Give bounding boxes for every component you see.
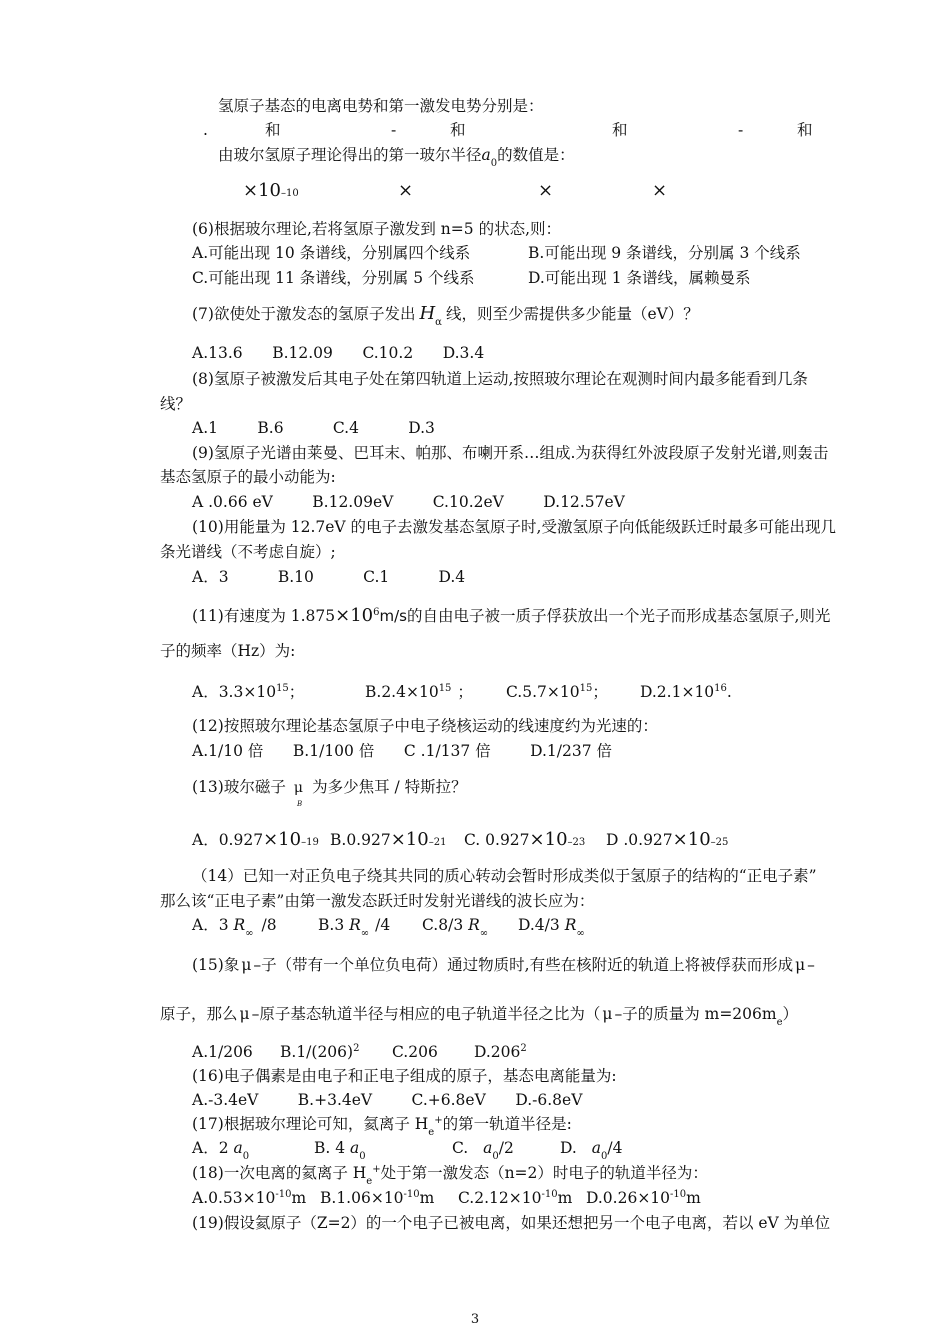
q6-option-c: C.可能出现 11 条谱线，分别属 5 个线系 — [192, 269, 475, 287]
q7-options: A.13.6 B.12.09 C.10.2 D.3.4 — [192, 344, 485, 362]
q11-option-d: $D.2.1\times 10^{16}$. — [640, 683, 732, 701]
q18-option-a: $A.0.53\times 10^{-10}m$ — [192, 1189, 307, 1207]
q11-option-c: $C.5.7\times 10^{15}$； — [506, 683, 608, 701]
q7-stem: (7)欲使处于激发态的氢原子发出 $H_\alpha$ 线，则至少需提供多少能量（eV）？ — [192, 303, 699, 328]
q11-stem: (11)有速度为 $1.875\times 10^6m/s$的自由电子被一质子俘获放出一个光子而形成基态氢原子,则光 — [192, 605, 831, 626]
q5-times-b: × — [398, 180, 414, 201]
q15-option-b: $B.1/(206)^2$ — [280, 1043, 360, 1061]
q16-options: A.-3.4eV B.+3.4eV C.+6.8eV D.-6.8eV — [192, 1091, 583, 1109]
q5-opt-dot: . — [203, 121, 208, 139]
q5-opt-he-3: 和 — [612, 121, 628, 139]
q5-opt-dash-2: - — [738, 121, 744, 139]
q8-stem-cont: 线？ — [160, 395, 192, 413]
q11-option-a: A．$3.3\times 10^{15}$； — [192, 683, 305, 701]
q13-stem: (13)玻尔磁子 $\mu_B$为多少焦耳 / 特斯拉？ — [192, 778, 467, 808]
page-number: 3 — [470, 1312, 480, 1327]
q17-option-d: D. $a_0/4$ — [560, 1139, 623, 1162]
q18-option-d: $D.0.26\times 10^{-10}m$ — [586, 1189, 701, 1207]
q17-option-a: A．2 $a_0$ — [192, 1139, 250, 1162]
q14-stem-cont: 那么该“正电子素”由第一激发态跃迁时发射光谱线的波长应为： — [160, 892, 595, 910]
q13-option-a: A．0.927×10–19 — [192, 829, 319, 850]
q14-option-c: C.8/3 $R_\infty$ — [422, 916, 489, 939]
q13-option-d: D .0.927×10–25 — [606, 829, 729, 850]
q14-stem: （14）已知一对正负电子绕其共同的质心转动会暂时形成类似于氢原子的结构的“正电子素” — [192, 867, 817, 885]
q5-stem: 氢原子基态的电离电势和第一激发电势分别是： — [218, 97, 544, 115]
q11-option-b: $B.2.4\times 10^{15}$ ； — [365, 683, 473, 701]
q19-stem: (19)假设氦原子（Z=2）的一个电子已被电离，如果还想把另一个电子电离，若以 eV 为单位 — [192, 1214, 831, 1232]
q15-option-a: A.1/206 — [192, 1043, 253, 1061]
q18-option-c: $C.2.12\times 10^{-10}m$ — [458, 1189, 573, 1207]
q6-option-d: D.可能出现 1 条谱线，属赖曼系 — [528, 269, 751, 287]
q8-stem: (8)氢原子被激发后其电子处在第四轨道上运动,按照玻尔理论在观测时间内最多能看到几条 — [192, 370, 808, 388]
q9-stem: (9)氢原子光谱由莱曼、巴耳末、帕那、布喇开系…组成.为获得红外波段原子发射光谱,则轰击 — [192, 444, 829, 462]
q5-opt-he-2: 和 — [450, 121, 466, 139]
q5-opt-dash-1: - — [391, 121, 397, 139]
q14-option-d: D.4/3 $R_\infty$ — [518, 916, 585, 939]
q14-option-a: A．3 $R_\infty$ /8 — [192, 916, 277, 939]
q15-option-c: C.206 — [392, 1043, 438, 1061]
q17-option-c: C. $a_0/2$ — [452, 1139, 514, 1162]
q5-opt-he-1: 和 — [265, 121, 281, 139]
q6-stem: (6)根据玻尔理论,若将氢原子激发到 n=5 的状态,则： — [192, 220, 561, 238]
q17-stem: (17)根据玻尔理论可知，氦离子 $H_e^+$的第一轨道半径是: — [192, 1115, 572, 1138]
q6-option-a: A.可能出现 10 条谱线，分别属四个线系 — [192, 244, 471, 262]
q10-stem-cont: 条光谱线（不考虑自旋）; — [160, 543, 336, 561]
q5-times-d: × — [652, 180, 668, 201]
q5-times-c: × — [538, 180, 554, 201]
q5-opt-he-4: 和 — [797, 121, 813, 139]
q8-options: A.1 B.6 C.4 D.3 — [192, 419, 435, 437]
q15-option-d: D.206$^2$ — [474, 1043, 527, 1061]
q15-stem: (15)象 μ –子（带有一个单位负电荷）通过物质时,有些在核附近的轨道上将被俘获而形成 μ – — [192, 956, 815, 974]
q14-option-b: B.3 $R_\infty$ /4 — [318, 916, 391, 939]
q10-options: A．3 B.10 C.1 D.4 — [192, 568, 466, 586]
q18-stem: (18)一次电离的氦离子 $H_e^+$处于第一激发态（n=2）时电子的轨道半径为： — [192, 1164, 708, 1187]
q10-stem: (10)用能量为 12.7eV 的电子去激发基态氢原子时,受激氢原子向低能级跃迁时最多可能出现几 — [192, 518, 836, 536]
q11-stem-cont: 子的频率（Hz）为: — [160, 642, 296, 660]
q5-stem2: 由玻尔氢原子理论得出的第一玻尔半径$a_0$的数值是： — [218, 146, 575, 169]
q15-stem-cont: 原子，那么 μ –原子基态轨道半径与相应的电子轨道半径之比为（ μ –子的质量为 $m=206m_e$） — [160, 1005, 799, 1028]
q17-option-b: B. 4 $a_0$ — [314, 1139, 366, 1162]
q13-option-c: C. 0.927×10–23 — [464, 829, 586, 850]
q13-option-b: B.0.927×10–21 — [330, 829, 447, 850]
q12-options: A.1/10 倍 B.1/100 倍 C .1/137 倍 D.1/237 倍 — [192, 742, 613, 760]
q6-option-b: B.可能出现 9 条谱线，分别属 3 个线系 — [528, 244, 801, 262]
q5-times-a: ×10–10 — [243, 180, 299, 201]
q18-option-b: $B.1.06\times 10^{-10}m$ — [320, 1189, 435, 1207]
q9-options: A .0.66 eV B.12.09eV C.10.2eV D.12.57eV — [192, 493, 625, 511]
q9-stem-cont: 基态氢原子的最小动能为: — [160, 468, 336, 486]
q16-stem: (16)电子偶素是由电子和正电子组成的原子，基态电离能量为: — [192, 1067, 617, 1085]
q12-stem: (12)按照玻尔理论基态氢原子中电子绕核运动的线速度约为光速的： — [192, 717, 658, 735]
